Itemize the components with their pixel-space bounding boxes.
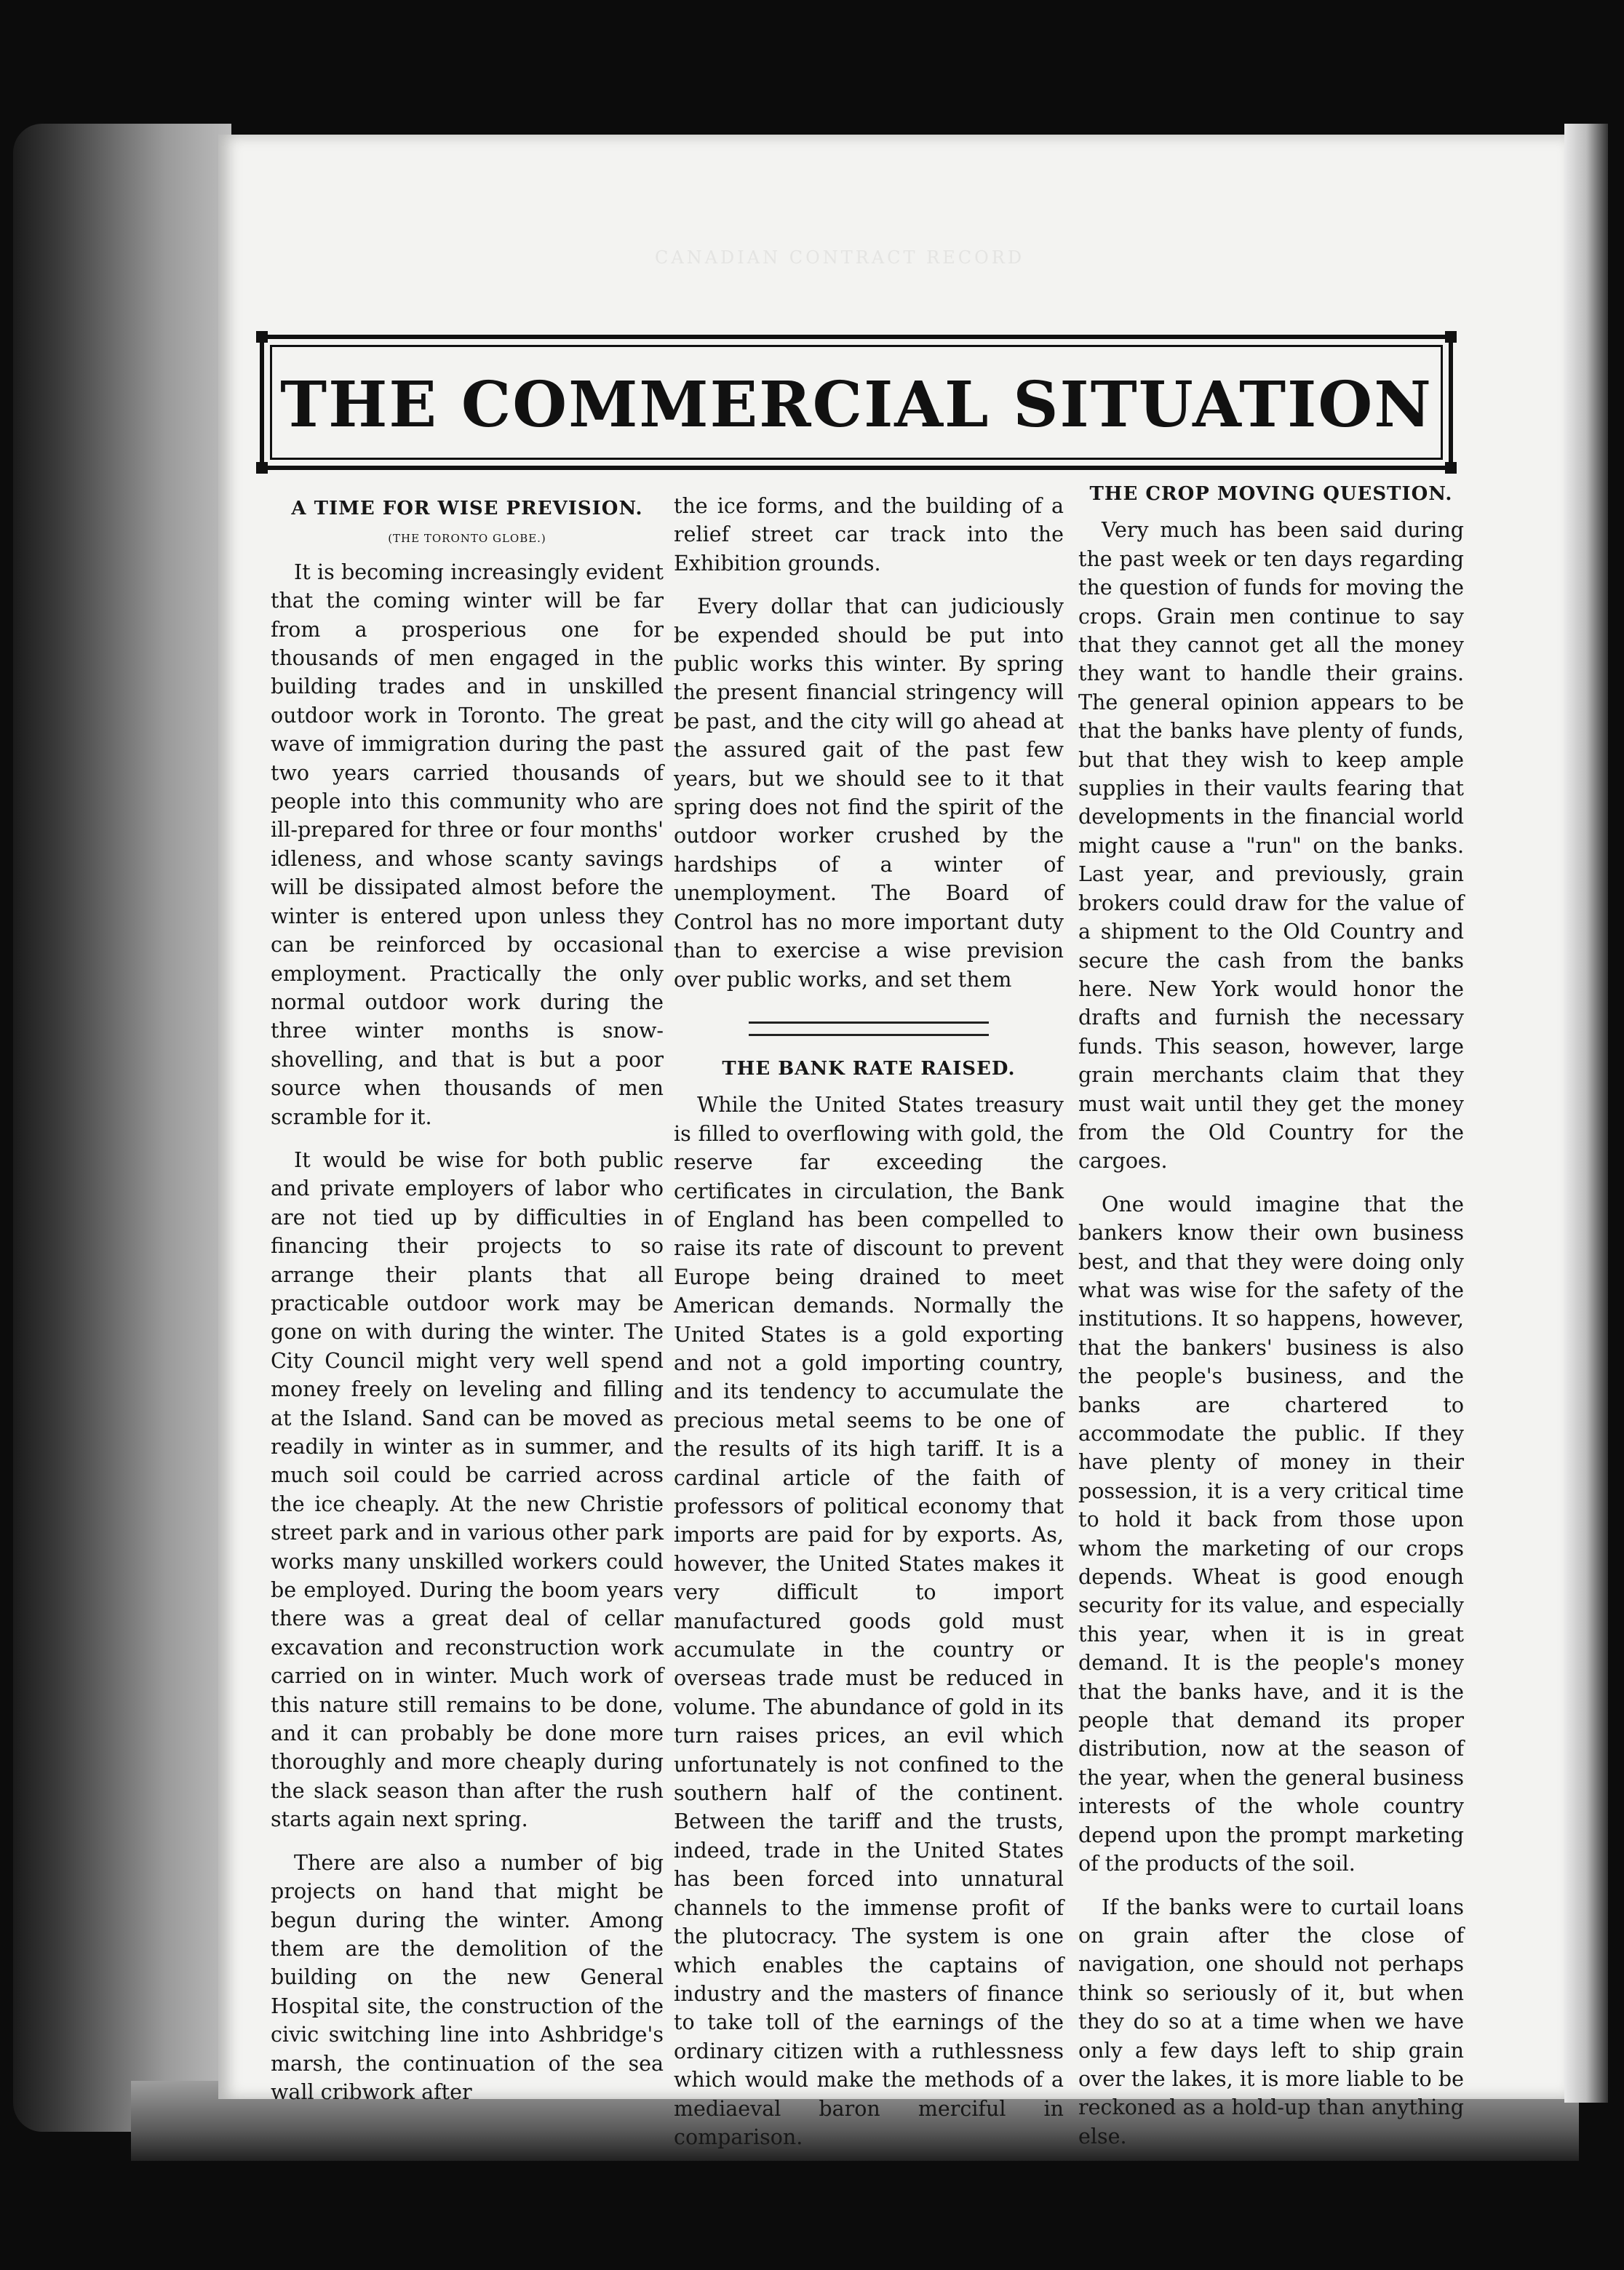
paragraph: Every dollar that can judiciously be expended should be put into public works this winter. By spring the present financial stringency will be past, and the city will go ahead at the assured gait of the past few years, but we should see to it that spring does not find the spirit of the outdoor worker crushed by the hardships of a winter of unemployment. The Board of Control has no more important duty than to exercise a wise prevision over public works, and set them [674,594,1064,992]
column-3 [1078,480,1464,2151]
paragraph: While the United States treasury is filled to overflowing with gold, the reserve far exceeding the certificates in circulation, the Bank of England has been compelled to raise its rate of discount to prevent Europe being drained to meet American demands. Normally the United States is a gold exporting and not a gold importing country, and its tendency to accumulate the precious metal seems to be one of the results of its high tariff. It is a cardinal article of the faith of professors of political economy that imports are paid for by exports. As, however, the United States makes it very difficult to import manufactured goods gold must accumulate in the country or overseas trade must be reduced in volume. The abundance of gold in its turn raises prices, an evil which unfortunately is not confined to the southern half of the continent. Between the tariff and the trusts, indeed, trade in the United States has been forced into unnatural channels to the immense profit of the plutocracy. The system is one which enables the captains of industry and the masters of finance to take toll of the earnings of the ordinary citizen with a ruthlessness which would make the methods of a mediaeval baron merciful in comparison. [674,1093,1064,2149]
paragraph: It would be wise for both public and private employers of labor who are not tied up by difficulties in financing their projects to so arrange their plants that all practicable outdoor work may be gone on with during the winter. The City Council might very well spend money freely on leveling and filling at the Island. Sand can be moved as readily in winter as in summer, and much soil could be carried across the ice cheaply. At the new Christie street park and in various other park works many unskilled workers could be employed. During the boom years there was a great deal of cellar excavation and reconstruction work carried on in winter. Much work of this nature still remains to be done, and it can probably be done more thoroughly and more cheaply during the slack season than after the rush starts again next spring. [271,1147,664,1832]
paragraph: It is becoming increasingly evident that the coming winter will be far from a prosperious one for thousands of men engaged in the building trades and in unskilled outdoor work in Toronto. The great wave of immigration during the past two years carried thousands of people into this community who are ill-prepared for three or four months' idleness, and whose scanty savings will be dissipated almost before the winter is entered upon unless they can be reinforced by occasional employment. Practically the only normal outdoor work during the three winter months is snow-shovelling, and that is but a poor source when thousands of men scramble for it. [271,559,664,1129]
article-heading: THE CROP MOVING QUESTION. [1089,483,1453,505]
page-title: THE COMMERCIAL SITUATION [280,368,1433,442]
paragraph: If the banks were to curtail loans on grain after the close of navigation, one should not perhaps think so seriously of it, but when they do so at a time when we have only a few days left to ship grain over the lakes, it is more liable to be reckoned as a hold-up than anything else. [1078,1895,1464,2148]
book-right-edge [1564,124,1608,2103]
frame-corner [1445,331,1457,343]
paragraph: There are also a number of big projects on hand that might be begun during the winter. Among them are the demolition of the building on the new General Hospital site, the construction of the civic switching line into Ashbridge's marsh, the continuation of the sea wall cribwork after [271,1850,664,2104]
book-left-edge [13,124,231,2132]
paragraph: One would imagine that the bankers know their own business best, and that they were doing only what was wise for the safety of the institutions. It so happens, however, that the bankers' business is also the people's business, and the banks are chartered to accommodate the public. If they have plenty of money in their possession, it is a very critical time to hold it back from those upon whom the marketing of our crops depends. Wheat is good enough security for its value, and especially this year, when it is in great demand. It is the people's money that the banks have, and it is the people that demand its proper distribution, now at the season of the year, when the general business interests of the whole country depend upon the prompt marketing of the products of the soil. [1078,1192,1464,1876]
title-frame [260,335,1453,470]
article-heading: THE BANK RATE RAISED. [722,1057,1016,1080]
article-source: (THE TORONTO GLOBE.) [388,532,546,546]
paragraph: Very much has been said during the past week or ten days regarding the question of funds for moving the crops. Grain men continue to say that they cannot get all the money they want to handle their grains. The general opinion appears to be that the banks have plenty of funds, but that they wish to keep ample supplies in their vaults fearing that developments in the financial world might cause a "run" on the banks. Last year, and previously, grain brokers could draw for the value of a shipment to the Old Country and secure the cash from the banks here. New York would honor the drafts and furnish the necessary funds. This season, however, large grain merchants claim that they must wait until they get the money from the Old Country for the cargoes. [1078,518,1464,1174]
frame-corner [256,462,268,474]
column-1 [271,495,664,2106]
bleed-through-masthead: CANADIAN CONTRACT RECORD [655,247,1025,268]
paragraph: the ice forms, and the building of a relief street car track into the Exhibition grounds. [674,494,1064,576]
column-2 [674,492,1064,2151]
frame-corner [256,331,268,343]
frame-corner [1445,462,1457,474]
article-heading: A TIME FOR WISE PREVISION. [291,498,643,519]
section-divider [749,1022,989,1036]
